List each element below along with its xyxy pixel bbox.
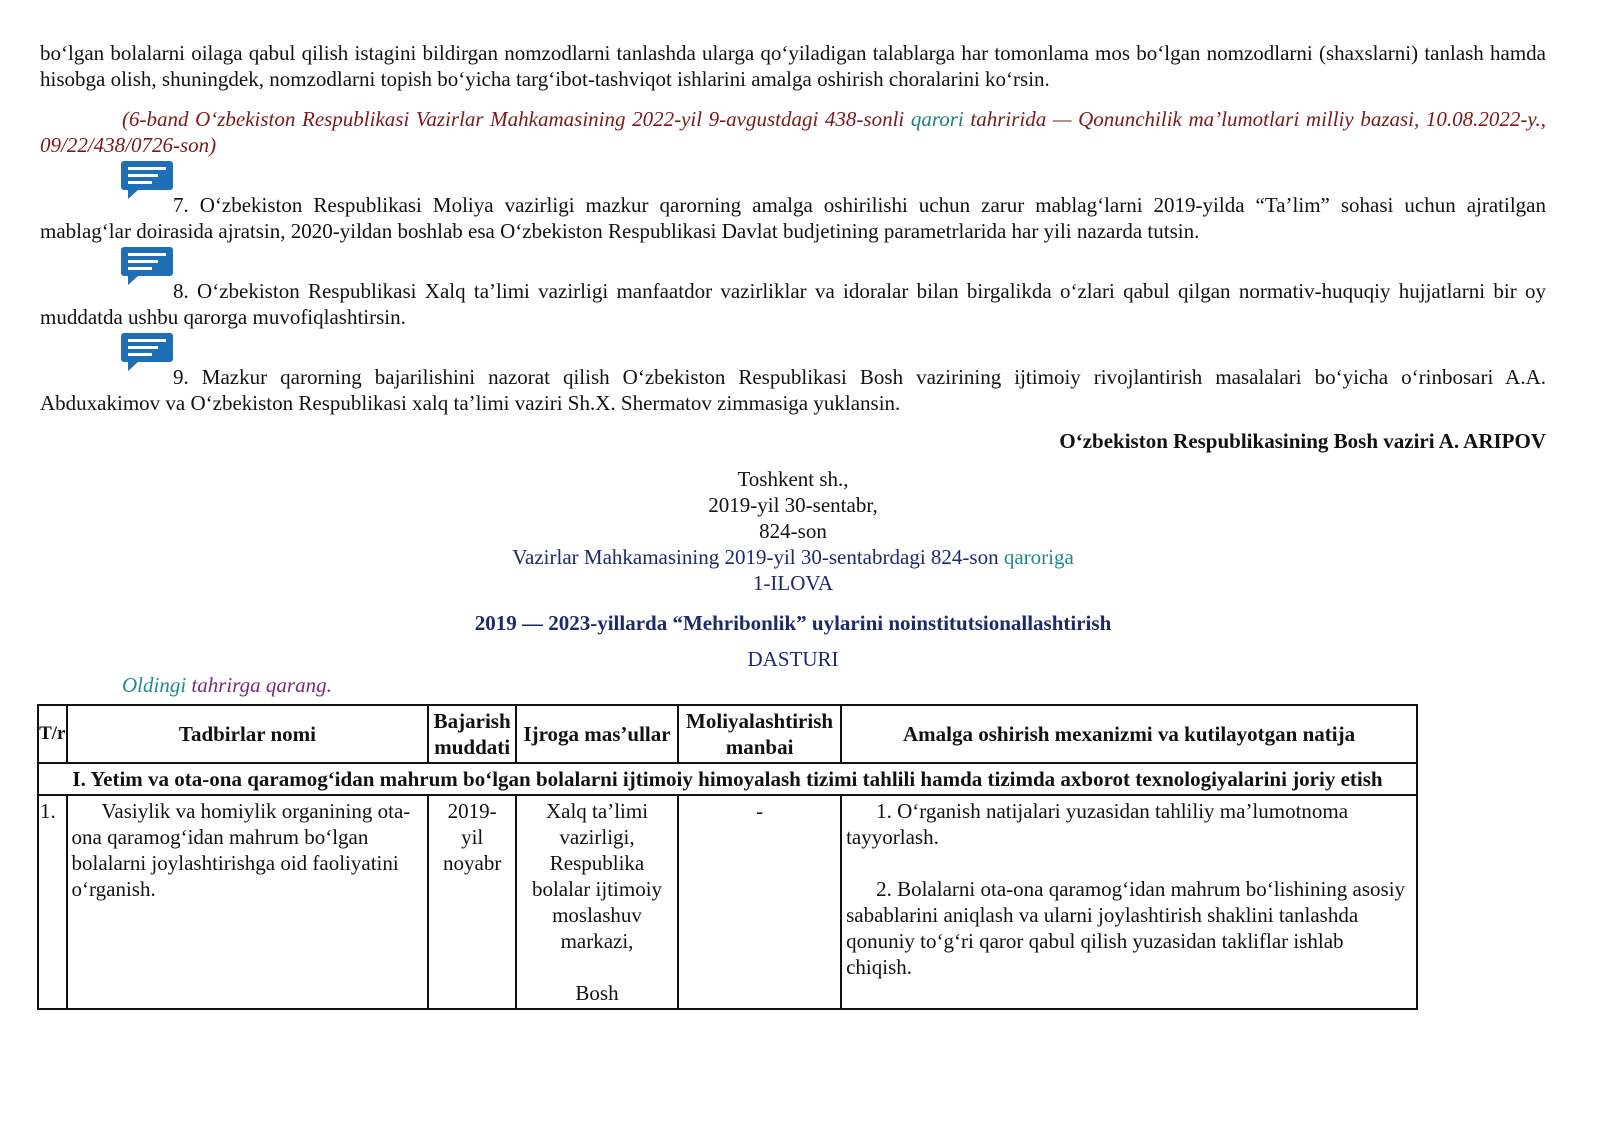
row-activity-name: Vasiylik va homiylik organining ota-ona qaramog‘idan mahrum bo‘lgan bolalarni joylashtirishga oid faoliyatini o‘rganish.: [67, 795, 429, 1009]
row-funding: -: [678, 795, 841, 1009]
signature: O‘zbekiston Respublikasining Bosh vaziri A. ARIPOV: [1059, 429, 1546, 453]
header-responsible: Ijroga mas’ullar: [516, 705, 678, 763]
table-header-row: [38, 705, 1417, 763]
document-page: [40, 40, 1546, 698]
row-number: 1.: [38, 795, 67, 1009]
place-date-block: [40, 466, 1546, 596]
item-7-text: 7. O‘zbekiston Respublikasi Moliya vazirligi mazkur qarorning amalga oshirilishi uchun zarur mablag‘larni 2019-yilda “Ta’lim” sohasi uchun ajratilgan mablag‘lar doirasida ajratsin, 2020-yildan boshlab esa O‘zbekiston Respublikasi Davlat budjetining parametrlarida har yili nazarda tutsin.: [40, 193, 1546, 243]
comment-icon[interactable]: [120, 245, 174, 289]
amendment-note: [40, 106, 1546, 158]
row-deadline: [428, 795, 516, 1009]
program-subtitle: DASTURI: [747, 647, 839, 671]
program-table: [37, 704, 1418, 1010]
appendix-ref-link[interactable]: qaroriga: [1003, 545, 1074, 569]
note-decree-link[interactable]: qarori: [910, 107, 964, 131]
appendix-reference: [40, 544, 1546, 570]
previous-edition-text: tahrirga qarang.: [186, 673, 332, 697]
item-8: [40, 278, 1546, 330]
place-city: Toshkent sh.,: [737, 467, 849, 491]
table-row: [38, 795, 1417, 1009]
row-result-1: 1. O‘rganish natijalari yuzasidan tahliliy ma’lumotnoma tayyorlash.: [846, 799, 1349, 849]
previous-edition-link[interactable]: Oldingi: [122, 673, 187, 697]
comment-icon[interactable]: [120, 331, 174, 375]
decree-number: 824-son: [759, 519, 827, 543]
previous-edition-note: [122, 672, 1546, 698]
item-7: [40, 192, 1546, 244]
decree-date: 2019-yil 30-sentabr,: [708, 493, 878, 517]
row-deadline-year: 2019-yil: [447, 799, 497, 849]
header-mechanism: Amalga oshirish mexanizmi va kutilayotgan natija: [841, 705, 1417, 763]
note-text-2: tahririda — Qonunchilik ma’lumotlari milliy bazasi, 10.08.2022-y., 09/22/438/0726-son): [40, 107, 1546, 157]
row-responsible-orgs: Xalq ta’limi vazirligi, Respublika bolalar ijtimoiy moslashuv markazi,: [531, 799, 663, 953]
row-result: [841, 795, 1417, 1009]
header-funding: Moliyalashtirish manbai: [678, 705, 841, 763]
header-deadline: Bajarish muddati: [428, 705, 516, 763]
section-title: I. Yetim va ota-ona qaramog‘idan mahrum bo‘lgan bolalarni ijtimoiy himoyalash tizimi tahlili hamda tizimda axborot texnologiyalarini joriy etish: [38, 763, 1417, 795]
appendix-ref-text: Vazirlar Mahkamasining 2019-yil 30-sentabrdagi 824-son: [512, 545, 1004, 569]
program-title: 2019 — 2023-yillarda “Mehribonlik” uylarini noinstitutsionallashtirish: [474, 611, 1112, 635]
row-responsible-more: Bosh: [575, 981, 619, 1005]
item-9: [40, 364, 1546, 416]
header-num: T/r: [38, 705, 67, 763]
comment-icon[interactable]: [120, 159, 174, 203]
intro-paragraph: bo‘lgan bolalarni oilaga qabul qilish istagini bildirgan nomzodlarni tanlashda ularga qo‘yiladigan talablarga har tomonlama mos bo‘lgan nomzodlarni (shaxslarni) tanlash hamda hisobga olish, shuningdek, nomzodlarni topish bo‘yicha targ‘ibot-tashviqot ishlarini amalga oshirish choralarini ko‘rsin.: [40, 41, 1546, 91]
appendix-label: 1-ILOVA: [752, 571, 834, 595]
row-result-2: 2. Bolalarni ota-ona qaramog‘idan mahrum bo‘lishining asosiy sabablarini aniqlash va ularni joylashtirish shaklini tanlashda qonuniy to‘g‘ri qaror qabul qilish yuzasidan takliflar ishlab chiqish.: [846, 877, 1406, 979]
row-deadline-month: noyabr: [443, 851, 502, 875]
row-responsible: [516, 795, 678, 1009]
header-name: Tadbirlar nomi: [67, 705, 429, 763]
note-text-1: (6-band O‘zbekiston Respublikasi Vazirlar Mahkamasining 2022-yil 9-avgustdagi 438-sonli: [122, 107, 911, 131]
item-8-text: 8. O‘zbekiston Respublikasi Xalq ta’limi vazirligi manfaatdor vazirliklar va idoralar bilan birgalikda o‘zlari qabul qilgan normativ-huquqiy hujjatlarni bir oy muddatda ushbu qarorga muvofiqlashtirsin.: [40, 279, 1546, 329]
section-row: [38, 763, 1417, 795]
item-9-text: 9. Mazkur qarorning bajarilishini nazorat qilish O‘zbekiston Respublikasi Bosh vazirining ijtimoiy rivojlantirish masalalari bo‘yicha o‘rinbosari A.A. Abduxakimov va O‘zbekiston Respublikasi xalq ta’limi vaziri Sh.X. Shermatov zimmasiga yuklansin.: [40, 365, 1546, 415]
